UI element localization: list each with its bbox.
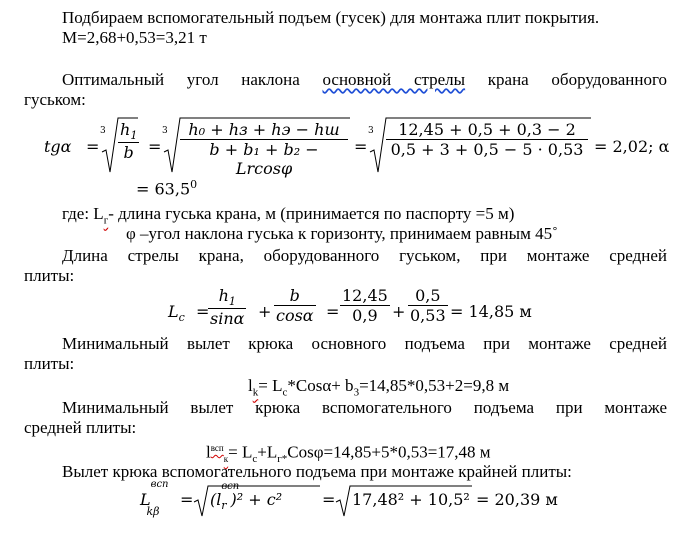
intro-line: Подбираем вспомогательный подъем (гусек) для монтажа плит покрытия. [62,8,600,27]
paragraph-angle-cont: гуськом: [24,90,86,109]
numeric-fraction [386,120,588,159]
frac-1245: $\frac{12,45}{0,9}$ [342,286,388,325]
paragraph-edge-plate: Вылет крюка вспомогательного подъема при монтаже крайней плиты: [62,462,572,481]
equation-main-hook: $l_k= L_c*Cos\alpha+ b_3=14,85*0,53+2=9,8$ м [248,376,510,399]
equation-aux-hook: $l^{всп}_к= L_с+L_{г*}Cos\varphi=14,85+5*0,53=17,48$ м [206,442,491,466]
numerator: 12,45 + 0,5 + 0,3 − 2 [398,120,576,139]
text-span: Оптимальный угол наклона [62,70,300,89]
equation-edge-hook: $L^{всп}_{k\beta}$ = ($l^{всп}_r$ )² + c² = 17,48² + 10,5² = 20,39 м [140,478,558,519]
L-kbeta: $L^{всп}_{k\beta}$ [140,478,169,519]
tg-alpha: tgα [44,137,72,156]
text-span: крана [487,70,529,89]
paragraph-aux-hook: Минимальный вылет крюка вспомогательного подъема при монтаже [62,398,667,417]
root-index: 3 [162,126,168,136]
root-index: 3 [368,126,374,136]
paragraph-main-hook-cont: плиты: [24,354,75,373]
text-span: оборудованного [551,70,668,89]
b-over-cos: $\frac{b}{\cos\alpha}$ [276,286,314,325]
tangent-result: = 2,02; α [594,137,670,156]
paragraph-aux-hook-cont: средней плиты: [24,418,137,437]
frac-05: $\frac{0,5}{0,53}$ [410,286,446,325]
denominator: b + b₁ + b₂ − Lrcosφ [180,139,348,178]
h1-over-b [118,120,139,162]
clipped-top-line [390,0,530,2]
boom-length-result: = 14,85 м [450,302,532,321]
where-line-1: где: $L_г-$ длина гуська крана, м (принимается по паспорту =5 м) [62,204,515,227]
numerator: $h_1$ [120,120,138,143]
equation-boom-length: $L_с$ = $\frac{h_1}{\sin\alpha}$ + $\frac{b}{\cos\alpha}$ = $\frac{12,45}{0,9}$ + $\frac{0,5}{0,53}$ = 14,85 м [168,286,532,329]
denominator: 0,5 + 3 + 0,5 − 5 · 0,53 [386,139,588,159]
h1-over-sin: $\frac{h_1}{\sin\alpha}$ [210,286,245,329]
paragraph-angle [24,70,667,90]
edge-hook-result: = 20,39 м [476,490,558,509]
numerator: h₀ + hз + hэ − hш [188,120,340,139]
where-line-2: φ –угол наклона гуська к горизонту, принимаем равным 45˚ [126,224,558,243]
text-span: основной стрелы [322,70,466,89]
paragraph-boom-length-cont: плиты: [24,266,75,285]
paragraph-main-hook: Минимальный вылет крюка основного подъема при монтаже средней [62,334,667,353]
formula-fraction [180,120,348,178]
alpha-value: = $63,5^0$ [136,178,198,199]
denominator: b [118,142,139,162]
equals: = [86,137,100,156]
paragraph-boom-length: Длина стрелы крана, оборудованного гуськом, при монтаже средней [62,246,667,265]
Lc: $L_с$ [168,302,185,325]
mass-line: M=2,68+0,53=3,21 т [62,28,207,47]
root-index: 3 [100,126,106,136]
sqrt-1-content: ($l^{всп}_r$ )² + c² [210,480,283,513]
sqrt-2-content: 17,48² + 10,5² [352,490,470,509]
equation-tangent: tgα = 3 $\frac{h_1}{b}$ = 3 h₀ + hз + hэ − hш b + b₁ + b₂ − Lrcosφ = 3 $\frac{12,45 + 0,5 + 0,3 - 2}{0,5 + 3 + 0,5 - 5 \cdot 0,53}$ = 2,02; α [44,114,684,176]
